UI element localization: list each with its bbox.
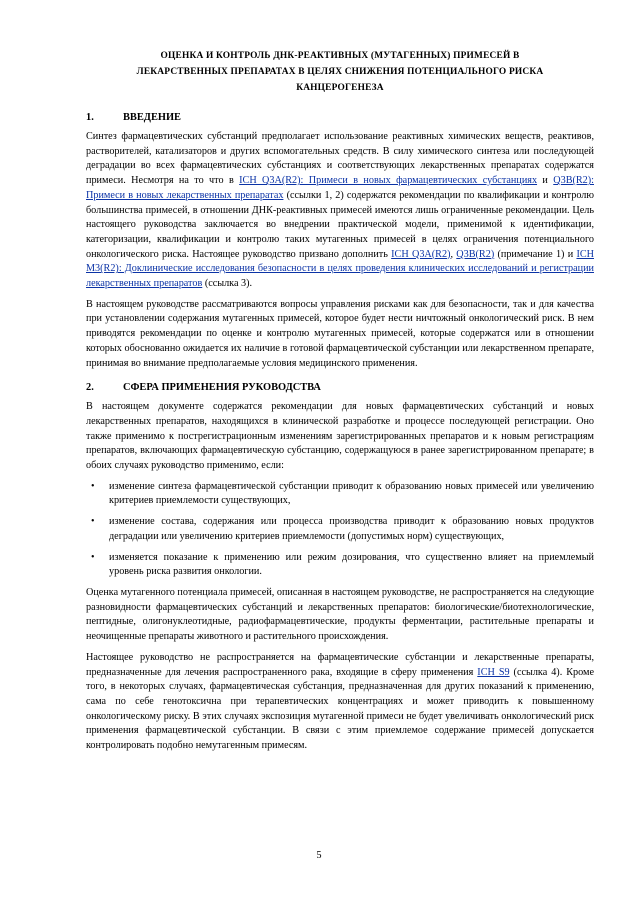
link-ich-m3[interactable]: ICH M3(R2): Доклинические исследования безопасности в целях проведения клинических исследований и регистрации лекарственных препаратов — [86, 248, 594, 290]
bullet-icon: • — [91, 551, 95, 563]
paragraph — [86, 130, 594, 292]
list-item-text: изменяется показание к применению или режим дозирования, что существенно влияет на приемлемый уровень риска развития онкологии. — [109, 551, 594, 578]
bullet-icon: • — [91, 480, 95, 492]
document-page — [86, 48, 594, 764]
paragraph: Оценка мутагенного потенциала примесей, описанная в настоящем руководстве, не распространяется на следующие разновидности фармацевтических субстанций и лекарственных препаратов: биологические/биотехнологические, пептидные, олигонуклеотидные, радиофармацевтические, продукты ферментации, растительные препараты и неочищенные препараты животного и растительного происхождения. — [86, 586, 594, 643]
section-title: СФЕРА ПРИМЕНЕНИЯ РУКОВОДСТВА — [123, 382, 321, 394]
section-number: 2. — [86, 382, 94, 394]
link-ich-s9[interactable]: ICH S9 — [477, 666, 510, 678]
text-run: Настоящее руководство не распространяется на фармацевтические субстанции и лекарственные препараты, предназначенные для лечения распространенного рака, входящие в сферу применения — [86, 651, 594, 678]
page-number: 5 — [316, 850, 322, 861]
paragraph: В настоящем руководстве рассматриваются вопросы управления рисками как для безопасности, так и для качества при установлении содержания мутагенных примесей, которое будет нести ничтожный онкологический риск. В нем приводятся рекомендации по оценке и контролю мутагенных примесей, которые содержатся или в отношении которых обоснованно ожидается их наличие в готовой фармацевтической субстанции или лекарственном препарате, принимая во внимание предполагаемые условия медицинского применения. — [86, 298, 594, 369]
link-q3b[interactable]: Q3B(R2): Примеси в новых лекарственных препаратах — [86, 175, 594, 201]
bullet-list — [86, 480, 594, 580]
text-run: , — [450, 248, 457, 260]
list-item — [86, 551, 594, 580]
section-title: ВВЕДЕНИЕ — [123, 112, 181, 123]
link-q3b-short[interactable]: Q3B(R2) — [456, 248, 495, 260]
bullet-icon: • — [91, 516, 95, 528]
text-run: (ссылка 3). — [202, 278, 253, 290]
title-line-3: КАНЦЕРОГЕНЕЗА — [296, 83, 384, 93]
list-item — [86, 515, 594, 544]
section-scope — [86, 381, 594, 753]
list-item-text: изменение состава, содержания или процесса производства приводит к образованию новых продуктов деградации или увеличению критериев приемлемости (допустимых норм) существующих, — [109, 516, 594, 542]
section-introduction — [86, 111, 594, 371]
list-item-text: изменение синтеза фармацевтической субстанции приводит к образованию новых примесей или увеличению критериев приемлемости существующих, — [109, 480, 594, 507]
text-run: и — [537, 175, 554, 187]
text-run: Синтез фармацевтических субстанций предполагает использование реактивных химических веществ, реактивов, растворителей, катализаторов и других вспомогательных средств. В силу химического синтеза или последующей деградации во всех фармацевтических субстанциях и соответствующих лекарственных препаратах содержатся примеси. Несмотря на то что в — [86, 131, 594, 187]
text-run: (примечание 1) и — [494, 248, 577, 260]
title-line-1: ОЦЕНКА И КОНТРОЛЬ ДНК-РЕАКТИВНЫХ (МУТАГЕННЫХ) ПРИМЕСЕЙ В — [160, 51, 520, 61]
list-item — [86, 480, 594, 509]
link-ich-q3a[interactable]: ICH Q3A(R2): Примеси в новых фармацевтических субстанциях — [239, 175, 538, 187]
link-ich-q3a-short[interactable]: ICH Q3A(R2) — [391, 248, 451, 260]
section-heading — [86, 381, 594, 395]
text-run: (ссылка 4). Кроме того, в некоторых случаях, фармацевтическая субстанция, предназначенная для других показаний к применению, сама по себе генотоксична при терапевтических концентрациях и может приводить к повышенному онкологическому риску. В этих случаях экспозиция мутагенной примеси не будет увеличивать онкологический риск применения фармацевтической субстанции. В связи с этим приемлемое содержание примесей допускается контролировать подобно немутагенным примесям. — [86, 666, 594, 752]
text-run: (ссылки 1, 2) содержатся рекомендации по квалификации и контролю большинства примесей, в отношении ДНК-реактивных примесей имеются лишь ограниченные рекомендации. Цель настоящего руководства заключается во внедрении практической модели, применимой к идентификации, категоризации, квалификации и контролю таких мутагенных примесей в целях ограничения потенциального онкологического риска. Настоящее руководство призвано дополнить — [86, 189, 594, 260]
title-line-2: ЛЕКАРСТВЕННЫХ ПРЕПАРАТАХ В ЦЕЛЯХ СНИЖЕНИЯ ПОТЕНЦИАЛЬНОГО РИСКА — [136, 67, 544, 77]
paragraph — [86, 651, 594, 754]
section-number: 1. — [86, 112, 94, 123]
section-heading — [86, 111, 594, 125]
document-title — [86, 48, 594, 96]
paragraph: В настоящем документе содержатся рекомендации для новых фармацевтических субстанций и новых лекарственных препаратов, находящихся в клинической разработке и процессе последующей регистрации. Оно также применимо к пострегистрационным изменениям зарегистрированных препаратов и к новым регистрациям препаратов, включающих фармацевтическую субстанцию, содержащуюся в ранее зарегистрированном препарате; в обоих случаях руководство применимо, если: — [86, 401, 594, 472]
